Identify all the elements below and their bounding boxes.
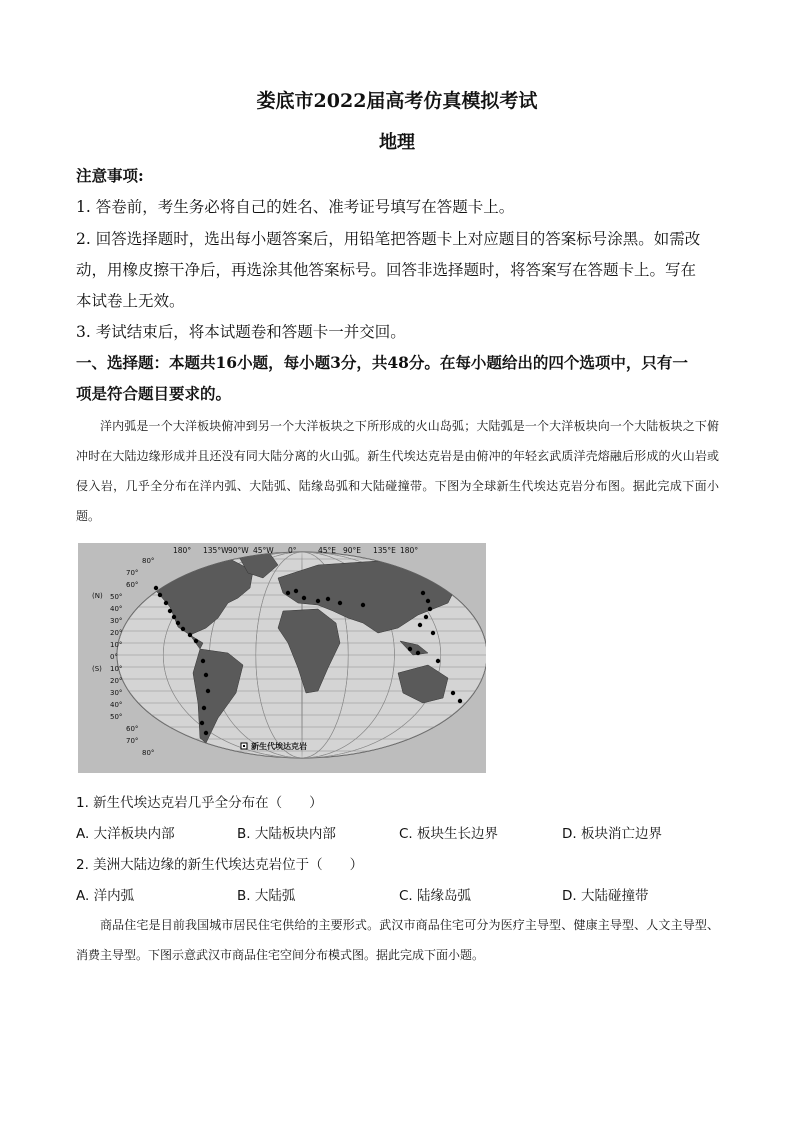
adakite-dot — [426, 599, 430, 603]
latitude-label: 0° — [110, 653, 118, 661]
latitude-label: 20° — [110, 629, 123, 637]
notice-item-1: 1. 答卷前，考生务必将自己的姓名、准考证号填写在答题卡上。 — [76, 198, 515, 216]
adakite-dot — [194, 639, 198, 643]
adakite-dot — [172, 615, 176, 619]
adakite-dot — [418, 623, 422, 627]
latitude-label: 80° — [142, 557, 155, 565]
latitude-label: 30° — [110, 689, 123, 697]
adakite-dot — [408, 647, 412, 651]
subject-title: 地理 — [379, 132, 415, 153]
longitude-label: 0° — [288, 546, 297, 555]
adakite-dot — [436, 659, 440, 663]
question-1-option-b[interactable]: B. 大陆板块内部 — [237, 826, 336, 842]
latitude-label: 60° — [126, 581, 139, 589]
adakite-dot — [176, 621, 180, 625]
passage-2: 商品住宅是目前我国城市居民住宅供给的主要形式。武汉市商品住宅可分为医疗主导型、健康主导型、人文主导型、消费主导型。下图示意武汉市商品住宅空间分布模式图。据此完成下面小题。 — [76, 918, 719, 962]
question-2-option-a[interactable]: A. 洋内弧 — [76, 888, 135, 904]
adakite-dot — [204, 731, 208, 735]
adakite-dot — [202, 706, 206, 710]
hemisphere-north-label: (N) — [92, 592, 103, 600]
latitude-label: 70° — [126, 569, 139, 577]
question-2-stem: 2. 美洲大陆边缘的新生代埃达克岩位于（ ） — [76, 857, 364, 873]
longitude-label: 135°E — [373, 546, 396, 555]
adakite-dot — [424, 615, 428, 619]
exam-title: 娄底市2022届高考仿真模拟考试 — [256, 90, 538, 112]
latitude-label: 70° — [126, 737, 139, 745]
notice-item-3: 3. 考试结束后，将本试题卷和答题卡一并交回。 — [76, 323, 406, 341]
longitude-label: 135°W — [203, 546, 229, 555]
question-2-option-c[interactable]: C. 陆缘岛弧 — [399, 888, 472, 904]
adakite-dot — [338, 601, 342, 605]
question-1-stem: 1. 新生代埃达克岩几乎全分布在（ ） — [76, 795, 323, 811]
latitude-label: 60° — [126, 725, 139, 733]
adakite-dot — [431, 631, 435, 635]
adakite-dot — [154, 586, 158, 590]
latitude-label: 50° — [110, 593, 123, 601]
longitude-label: 45°E — [318, 546, 337, 555]
adakite-dot — [458, 699, 462, 703]
world-map-figure — [78, 543, 486, 773]
latitude-label: 10° — [110, 665, 123, 673]
adakite-dot — [206, 689, 210, 693]
section-heading: 一、选择题：本题共16小题，每小题3分，共48分。在每小题给出的四个选项中，只有一 — [76, 353, 688, 372]
notice-heading: 注意事项: — [76, 166, 144, 185]
question-1-option-c[interactable]: C. 板块生长边界 — [399, 826, 499, 842]
adakite-dot — [428, 607, 432, 611]
adakite-dot — [181, 627, 185, 631]
adakite-dot — [416, 651, 420, 655]
adakite-dot — [164, 601, 168, 605]
notice-item-2-end: 本试卷上无效。 — [76, 292, 185, 310]
question-1-option-a[interactable]: A. 大洋板块内部 — [76, 826, 175, 842]
adakite-dot — [200, 721, 204, 725]
adakite-dot — [326, 597, 330, 601]
longitude-label: 90°E — [343, 546, 362, 555]
latitude-label: 30° — [110, 617, 123, 625]
adakite-dot — [201, 659, 205, 663]
adakite-dot — [204, 673, 208, 677]
adakite-dot — [421, 591, 425, 595]
question-1-option-d[interactable]: D. 板块消亡边界 — [562, 826, 662, 842]
longitude-label: 180° — [173, 546, 192, 555]
longitude-label: 180° — [400, 546, 419, 555]
adakite-dot — [168, 609, 172, 613]
adakite-dot — [188, 633, 192, 637]
passage-1: 洋内弧是一个大洋板块俯冲到另一个大洋板块之下所形成的火山岛弧；大陆弧是一个大洋板块向一个大陆板块之下俯冲时在大陆边缘形成并且还没有同大陆分离的火山弧。新生代埃达克岩是由俯冲的年轻玄武质洋壳熔融后形成的火山岩或侵入岩，几乎全分布在洋内弧、大陆弧、陆缘岛弧和大陆碰撞带。下图为全球新生代埃达克岩分布图。据此完成下面小题。 — [76, 419, 719, 523]
latitude-label: 80° — [142, 749, 155, 757]
latitude-label: 40° — [110, 701, 123, 709]
question-2-option-d[interactable]: D. 大陆碰撞带 — [562, 888, 649, 904]
adakite-dot — [158, 593, 162, 597]
latitude-label: 20° — [110, 677, 123, 685]
question-2-option-b[interactable]: B. 大陆弧 — [237, 888, 296, 904]
adakite-dot — [294, 589, 298, 593]
adakite-dot — [302, 596, 306, 600]
latitude-label: 10° — [110, 641, 123, 649]
adakite-dot — [451, 691, 455, 695]
longitude-label: 45°W — [253, 546, 274, 555]
legend-label: 新生代埃达克岩 — [251, 742, 307, 751]
notice-item-2: 2. 回答选择题时，选出每小题答案后，用铅笔把答题卡上对应题目的答案标号涂黑。如需改 — [76, 230, 701, 248]
adakite-dot — [361, 603, 365, 607]
notice-item-2-cont: 动，用橡皮擦干净后，再选涂其他答案标号。回答非选择题时，将答案写在答题卡上。写在 — [76, 261, 697, 279]
hemisphere-south-label: (S) — [92, 665, 102, 673]
latitude-label: 40° — [110, 605, 123, 613]
adakite-dot — [316, 599, 320, 603]
adakite-dot — [286, 591, 290, 595]
longitude-label: 90°W — [228, 546, 249, 555]
section-heading-cont: 项是符合题目要求的。 — [76, 384, 232, 403]
latitude-label: 50° — [110, 713, 123, 721]
